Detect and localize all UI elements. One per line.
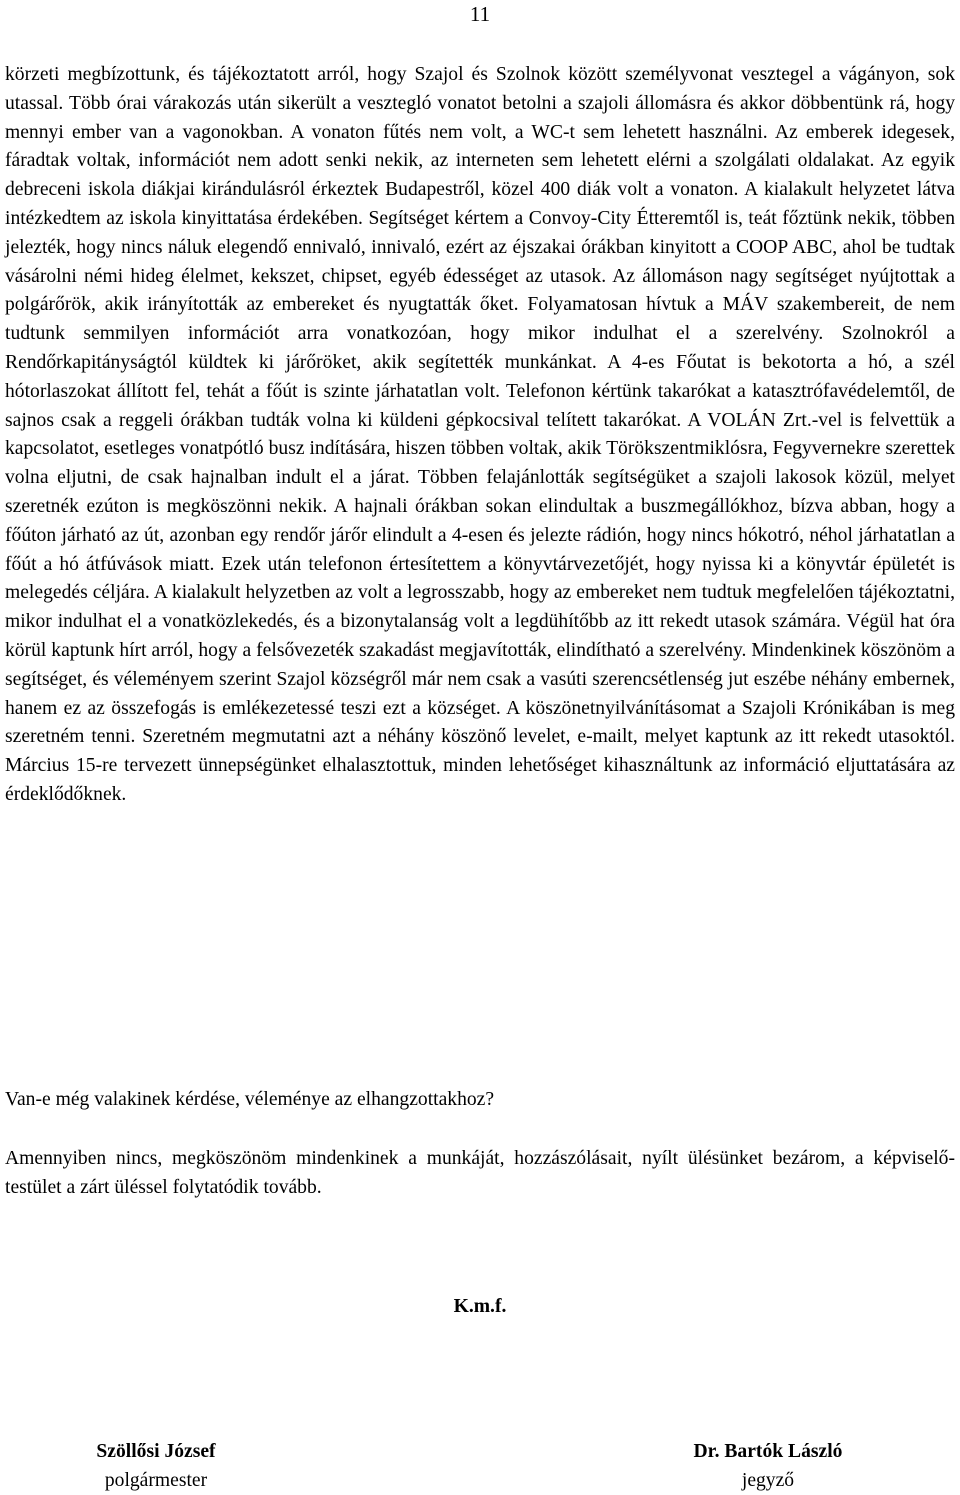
- kmf-label: K.m.f.: [0, 1293, 960, 1321]
- signature-name: Dr. Bartók László: [658, 1438, 878, 1467]
- signature-title: jegyző: [658, 1467, 878, 1495]
- closing-paragraph: Amennyiben nincs, megköszönöm mindenkinek a munkáját, hozzászólásait, nyílt ülésünket bezárom, a képviselő-testület a zárt üléssel folytatódik tovább.: [5, 1145, 955, 1203]
- signature-block-notary: [658, 1438, 878, 1495]
- body-paragraph: körzeti megbízottunk, és tájékoztatott arról, hogy Szajol és Szolnok között személyvonat vesztegel a vágányon, sok utassal. Több órai várakozás után sikerült a vesztegló vonatot betolni a szajoli állomásra és akkor döbbentünk rá, hogy mennyi ember van a vagonokban. A vonaton fűtés nem volt, a WC-t sem lehetett használni. Az emberek idegesek, fáradtak voltak, információt nem adott senki nekik, az interneten sem lehetett elérni a szolgálati oldalakat. Az egyik debreceni iskola diákjai kirándulásról érkeztek Budapestről, közel 400 diák volt a vonaton. A kialakult helyzetet látva intézkedtem az iskola kinyittatása érdekében. Segítséget kértem a Convoy-City Étteremtől is, teát főztünk nekik, többen jelezték, hogy nincs náluk elegendő ennivaló, innivaló, ezért az éjszakai órákban kinyitott a COOP ABC, ahol be tudtak vásárolni némi hideg élelmet, kekszet, chipset, egyéb édességet az utasok. Az állomáson nagy segítséget nyújtottak a polgárőrök, akik irányították az embereket és nyugtatták őket. Folyamatosan hívtuk a MÁV szakembereit, de nem tudtunk semmilyen információt arra vonatkozóan, hogy mikor indulhat el a szerelvény. Szolnokról a Rendőrkapitányságtól küldtek ki járőröket, akik segítették munkánkat. A 4-es Főutat is bekotorta a hó, a szél hótorlaszokat állított fel, tehát a főút is szinte járhatatlan volt. Telefonon kértünk takarókat a katasztrófavédelemtől, de sajnos csak a reggeli órákban tudták volna ki küldeni gépkocsival telített takarókat. A VOLÁN Zrt.-vel is felvettük a kapcsolatot, esetleges vonatpótló busz indítására, hiszen többen voltak, akik Törökszentmiklósra, Fegyvernekre szerettek volna eljutni, de csak hajnalban indult el a járat. Többen felajánlották segítségüket a szajoli lakosok közül, melyet szeretnék ezúton is megköszönni nekik. A hajnali órákban sokan elindultak a buszmegállókhoz, bízva abban, hogy a főúton járható az út, azonban egy rendőr járőr elindult a 4-esen és jelezte rádión, hogy nincs hókotró, néhol járhatatlan a főút a hó átfúvások miatt. Ezek után telefonon értesítettem a könyvtárvezetőjét, hogy nyissa ki a könyvtár épületét is melegedés céljára. A kialakult helyzetben az volt a legrosszabb, hogy az embereket nem tudtuk megfelelően tájékoztatni, mikor indulhat el a vonatközlekedés, és a bizonytalanság volt a legdühítőbb az itt rekedt utasok számára. Végül hat óra körül kaptunk hírt arról, hogy a felsővezeték szakadást megjavították, elindítható a szerelvény. Mindenkinek köszönöm a segítséget, és véleményem szerint Szajol községről már nem csak a vasúti szerencsétlenség jut eszébe néhány embernek, hanem ez az összefogás is emlékezetessé teszi ezt a községet. A köszönetnyilvánításomat a Szajoli Krónikában is meg szeretném tenni. Szeretném megmutatni azt a néhány köszönő levelet, e-mailt, melyet kaptunk az itt rekedt utasoktól. Március 15-re tervezett ünnepségünket elhalasztottuk, minden lehetőséget kihasználtunk az információ eljuttatására az érdeklődőknek.: [5, 61, 955, 810]
- page-number: 11: [0, 2, 960, 26]
- signature-title: polgármester: [46, 1467, 266, 1495]
- question-paragraph: Van-e még valakinek kérdése, véleménye az elhangzottakhoz?: [5, 1086, 955, 1115]
- signature-name: Szöllősi József: [46, 1438, 266, 1467]
- signature-block-mayor: [46, 1438, 266, 1495]
